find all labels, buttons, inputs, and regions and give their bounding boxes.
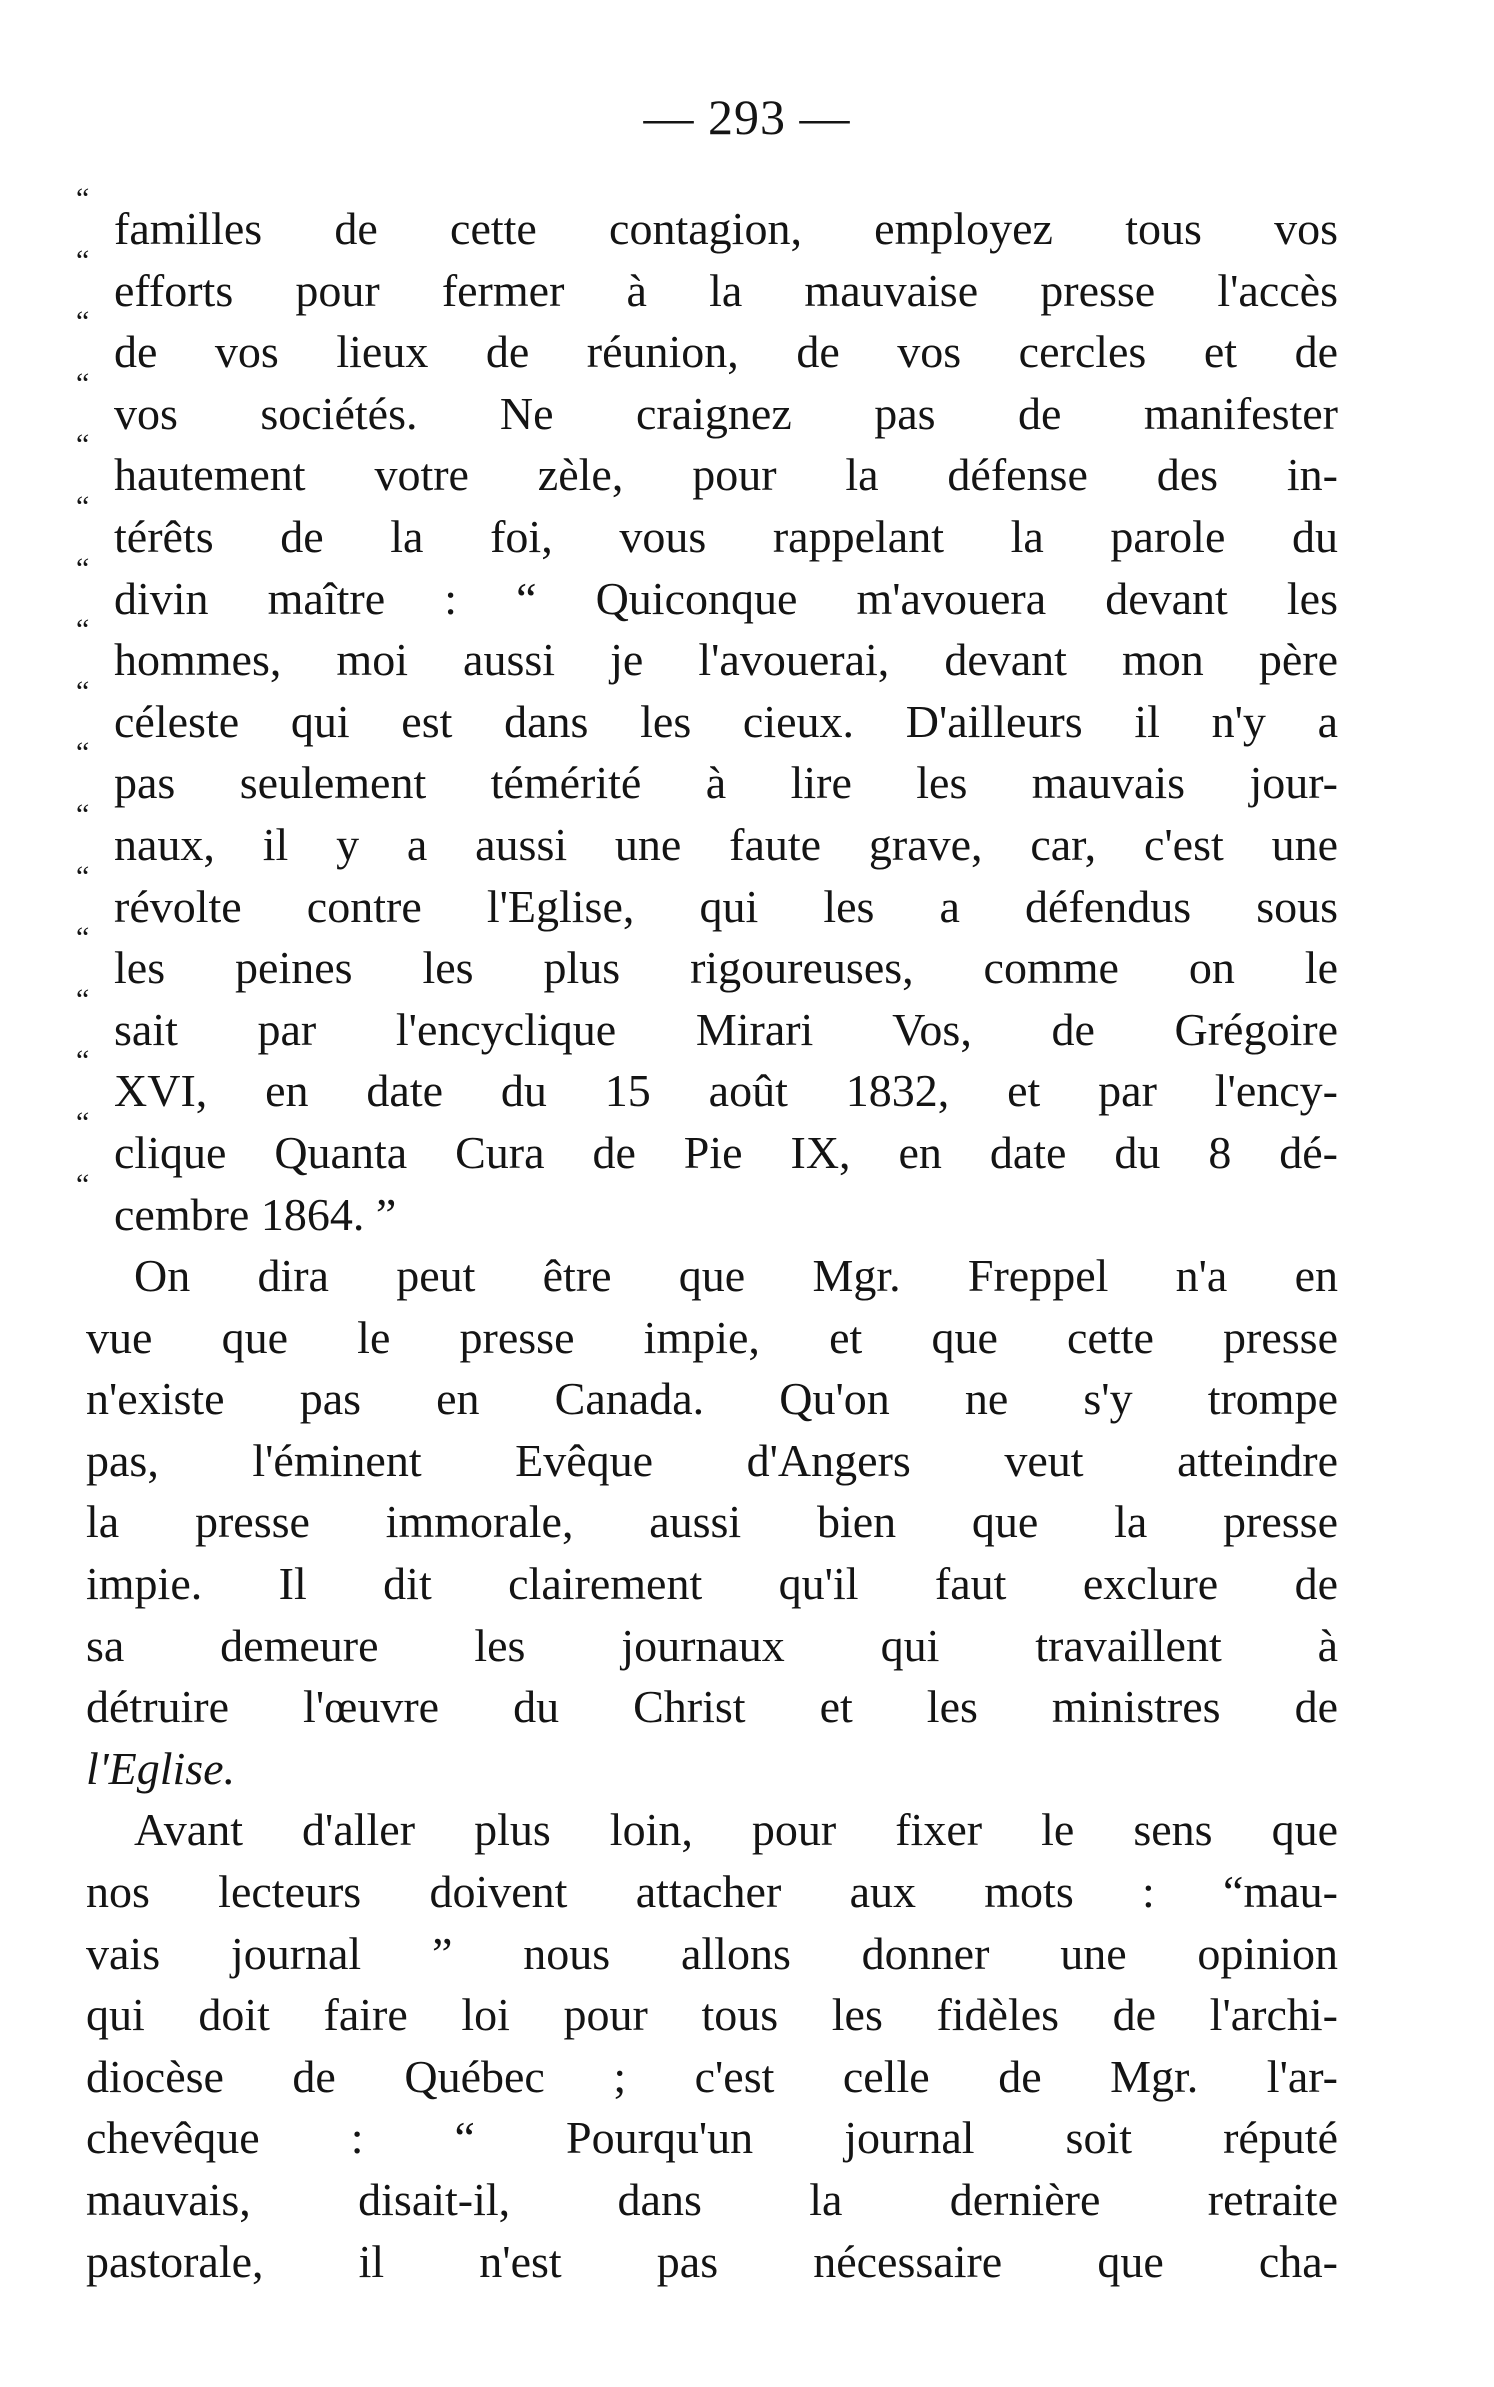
line-text: naux, il y a aussi une faute grave, car, c'est une bbox=[114, 818, 1338, 870]
text-line-19 bbox=[86, 1307, 1338, 1369]
line-text: impie. Il dit clairement qu'il faut exclure de bbox=[86, 1558, 1338, 1610]
quote-mark: “ bbox=[76, 797, 90, 831]
line-text: clique Quanta Cura de Pie IX, en date du 8 dé- bbox=[114, 1126, 1338, 1178]
quote-mark: “ bbox=[76, 1105, 90, 1139]
line-text: diocèse de Québec ; c'est celle de Mgr. l'ar- bbox=[86, 2050, 1338, 2102]
body-text bbox=[76, 182, 1338, 2292]
quote-mark: “ bbox=[76, 182, 90, 215]
line-text: détruire l'œuvre du Christ et les ministres de bbox=[86, 1681, 1338, 1733]
quote-mark: “ bbox=[76, 674, 90, 708]
text-line-15 bbox=[76, 1044, 1338, 1122]
text-line-16 bbox=[76, 1105, 1338, 1184]
line-text: hautement votre zèle, pour la défense des in- bbox=[114, 449, 1338, 501]
quote-mark: “ bbox=[76, 613, 90, 647]
paragraph-start-line bbox=[86, 1245, 1338, 1307]
quote-mark: “ bbox=[76, 305, 90, 339]
quote-mark: “ bbox=[76, 489, 90, 523]
text-line-30 bbox=[86, 1984, 1338, 2046]
text-line-4 bbox=[76, 366, 1338, 445]
line-text: céleste qui est dans les cieux. D'ailleurs il n'y a bbox=[114, 695, 1338, 747]
line-text: vos sociétés. Ne craignez pas de manifester bbox=[114, 387, 1338, 439]
text-line-7 bbox=[76, 551, 1338, 630]
quote-mark: “ bbox=[76, 243, 90, 277]
line-text: la presse immorale, aussi bien que la presse bbox=[86, 1496, 1338, 1548]
text-line-23 bbox=[86, 1553, 1338, 1615]
paragraph-start-line bbox=[86, 1799, 1338, 1861]
text-line-10 bbox=[76, 736, 1338, 814]
line-text: révolte contre l'Eglise, qui les a défendus sous bbox=[114, 880, 1338, 932]
line-text: pastorale, il n'est pas nécessaire que cha- bbox=[86, 2235, 1338, 2287]
line-text: vue que le presse impie, et que cette presse bbox=[86, 1311, 1338, 1363]
line-text: efforts pour fermer à la mauvaise presse l'accès bbox=[114, 264, 1338, 316]
line-text: familles de cette contagion, employez tous vos bbox=[114, 203, 1338, 254]
line-text: l'Eglise. bbox=[86, 1742, 236, 1794]
quote-mark: “ bbox=[76, 1167, 90, 1201]
quote-mark: “ bbox=[76, 859, 90, 893]
line-text: de vos lieux de réunion, de vos cercles et de bbox=[114, 326, 1338, 378]
line-text: pas, l'éminent Evêque d'Angers veut atteindre bbox=[86, 1434, 1338, 1486]
line-text: hommes, moi aussi je l'avouerai, devant mon père bbox=[114, 634, 1338, 686]
text-line-26 bbox=[86, 1738, 1338, 1800]
line-text: nos lecteurs doivent attacher aux mots : “mau- bbox=[86, 1866, 1338, 1918]
line-text: vais journal ” nous allons donner une opinion bbox=[86, 1927, 1338, 1979]
line-text: mauvais, disait-il, dans la dernière retraite bbox=[86, 2174, 1338, 2225]
text-line-29 bbox=[86, 1923, 1338, 1985]
line-text: sait par l'encyclique Mirari Vos, de Grégoire bbox=[114, 1003, 1338, 1055]
quote-mark: “ bbox=[76, 982, 90, 1016]
quote-mark: “ bbox=[76, 921, 90, 955]
line-text: qui doit faire loi pour tous les fidèles de l'archi- bbox=[86, 1989, 1338, 2041]
text-line-1 bbox=[76, 182, 1338, 260]
text-line-21 bbox=[86, 1430, 1338, 1492]
text-line-28 bbox=[86, 1861, 1338, 1923]
line-text: chevêque : “ Pourqu'un journal soit réputé bbox=[86, 2112, 1338, 2164]
text-line-33 bbox=[86, 2169, 1338, 2231]
text-line-14 bbox=[76, 982, 1338, 1061]
text-line-2 bbox=[76, 243, 1338, 322]
line-text: pas seulement témérité à lire les mauvais jour- bbox=[114, 757, 1338, 809]
quote-mark: “ bbox=[76, 428, 90, 462]
quote-mark: “ bbox=[76, 1044, 90, 1078]
text-line-24 bbox=[86, 1615, 1338, 1677]
text-line-8 bbox=[76, 613, 1338, 691]
line-text: cembre 1864. ” bbox=[114, 1188, 397, 1240]
quote-mark: “ bbox=[76, 551, 90, 585]
line-text: On dira peut être que Mgr. Freppel n'a en bbox=[134, 1250, 1338, 1302]
text-line-31 bbox=[86, 2046, 1338, 2108]
quote-mark: “ bbox=[76, 736, 90, 770]
line-text: les peines les plus rigoureuses, comme on le bbox=[114, 942, 1338, 994]
line-text: XVI, en date du 15 août 1832, et par l'ency- bbox=[114, 1065, 1338, 1117]
text-line-22 bbox=[86, 1491, 1338, 1553]
text-line-3 bbox=[76, 305, 1338, 383]
text-line-12 bbox=[76, 859, 1338, 938]
text-line-5 bbox=[76, 428, 1338, 506]
page-number: — 293 — bbox=[643, 89, 851, 145]
line-text: sa demeure les journaux qui travaillent à bbox=[86, 1619, 1338, 1671]
text-line-34 bbox=[86, 2231, 1338, 2293]
text-line-11 bbox=[76, 797, 1338, 876]
text-line-32 bbox=[86, 2107, 1338, 2169]
text-line-25 bbox=[86, 1676, 1338, 1738]
line-text: n'existe pas en Canada. Qu'on ne s'y trompe bbox=[86, 1373, 1338, 1425]
line-text: Avant d'aller plus loin, pour fixer le sens que bbox=[134, 1804, 1338, 1856]
quote-mark: “ bbox=[76, 366, 90, 400]
text-line-13 bbox=[76, 921, 1338, 999]
line-text: térêts de la foi, vous rappelant la parole du bbox=[114, 510, 1338, 562]
text-line-9 bbox=[76, 674, 1338, 753]
line-text: divin maître : “ Quiconque m'avouera devant les bbox=[114, 572, 1338, 624]
text-line-20 bbox=[86, 1368, 1338, 1430]
text-line-17 bbox=[76, 1167, 1338, 1246]
text-line-6 bbox=[76, 489, 1338, 568]
